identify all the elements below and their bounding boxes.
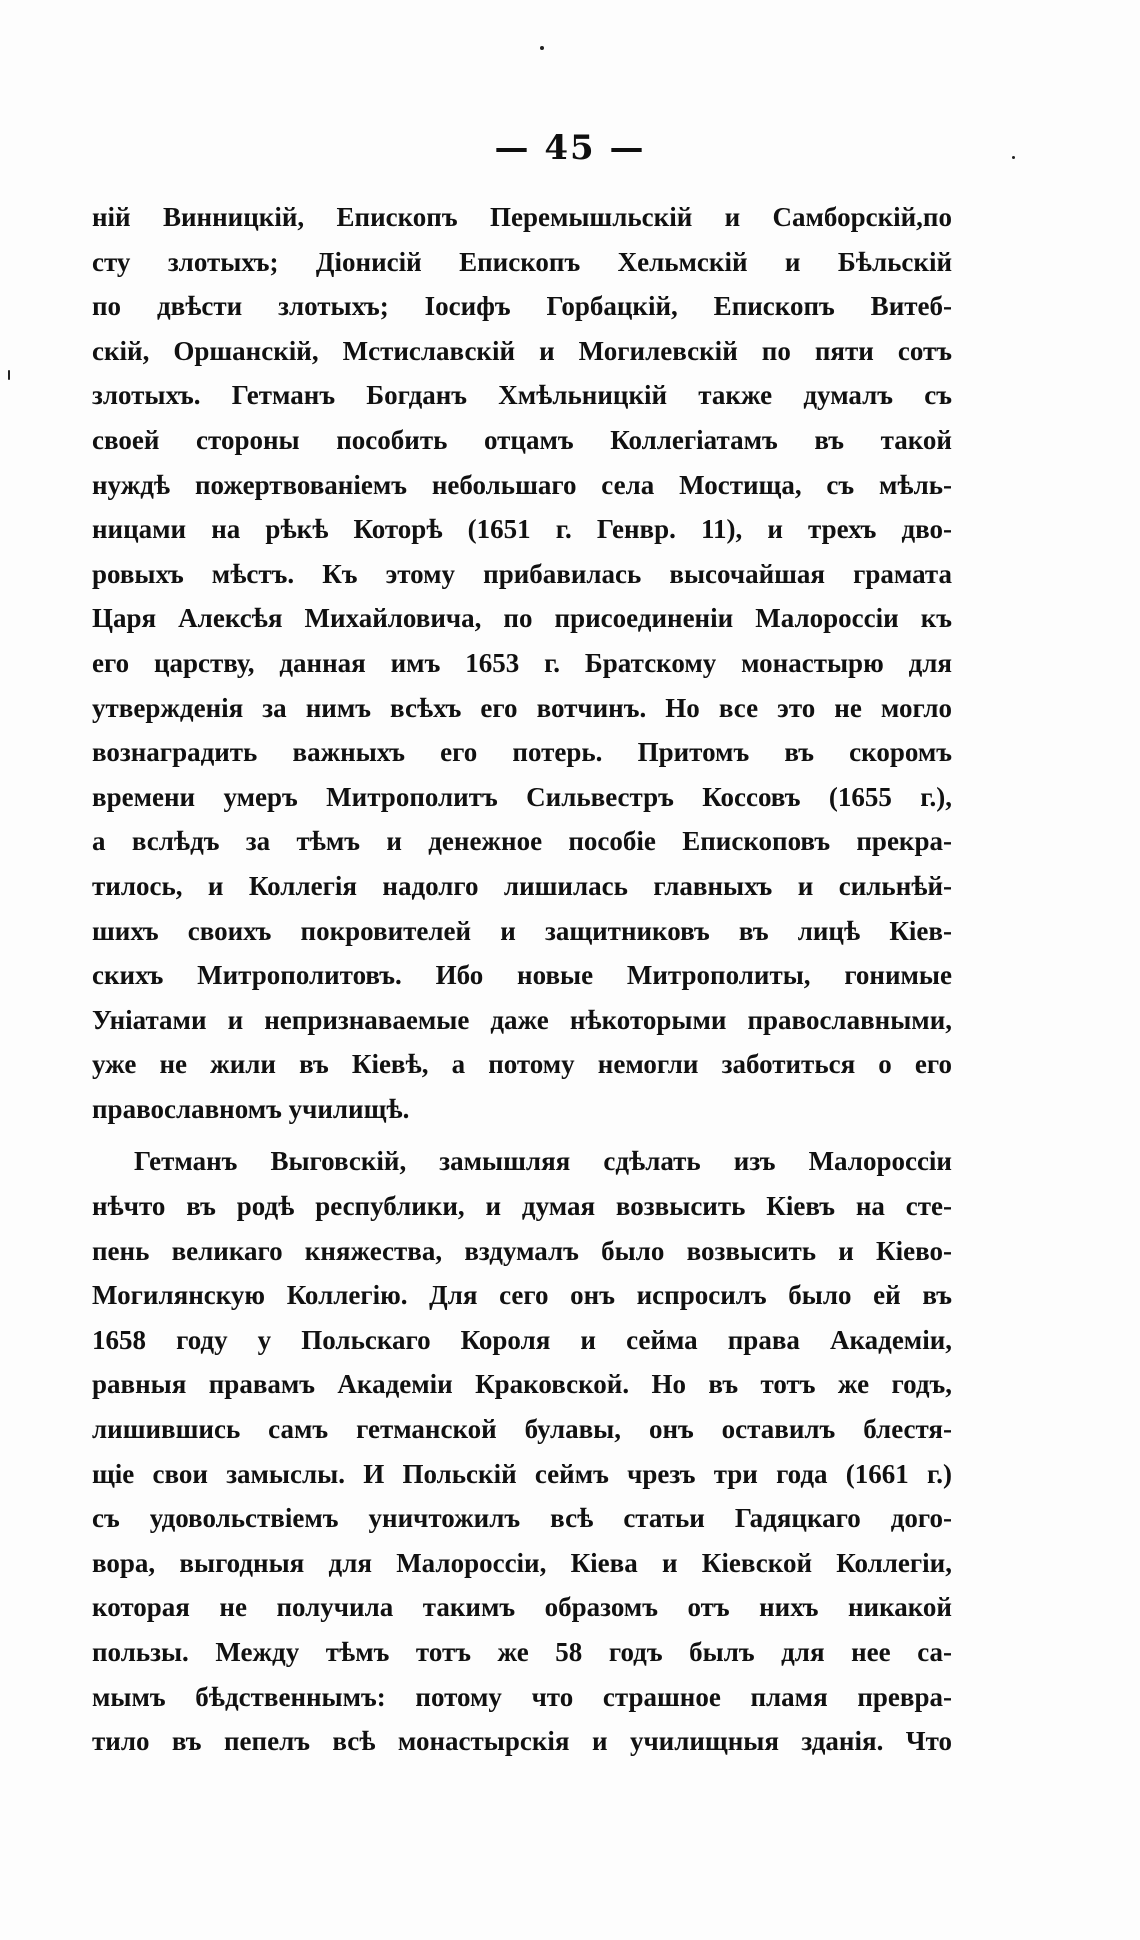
text-line: щіе свои замыслы. И Польскій сеймъ чрезъ три года (1661 г.) [92,1458,952,1489]
text-line: пень великаго княжества, вздумалъ было возвысить и Кіево- [92,1235,952,1266]
scan-speck [540,46,544,50]
text-line: утвержденія за нимъ всѣхъ его вотчинъ. Но все это не могло [92,692,952,723]
text-line: злотыхъ. Гетманъ Богданъ Хмѣльницкій также думалъ съ [92,380,952,411]
text-line: тилось, и Коллегія надолго лишилась главныхъ и сильнѣй- [92,870,952,901]
body-text [92,195,952,1764]
paragraph-1 [92,195,952,1131]
text-line: скихъ Митрополитовъ. Ибо новые Митрополиты, гонимые [92,960,952,991]
text-line: ній Винницкій, Епископъ Перемышльскій и Самборскій,по [92,202,952,232]
text-line: времени умеръ Митрополитъ Сильвестръ Коссовъ (1655 г.), [92,781,952,812]
text-line: Гетманъ Выговскій, замышляя сдѣлать изъ Малороссіи [134,1146,952,1177]
text-line: вора, выгодныя для Малороссіи, Кіева и Кіевской Коллегіи, [92,1547,952,1578]
page-number: — 45 — [494,128,646,168]
text-line: Царя Алексѣя Михайловича, по присоединеніи Малороссіи къ [92,603,952,634]
text-line: 1658 году у Польскаго Короля и сейма права Академіи, [92,1324,952,1355]
text-line: его царству, данная имъ 1653 г. Братскому монастырю для [92,647,952,678]
text-line: тило въ пепелъ всѣ монастырскія и училищныя зданія. Что [92,1726,952,1757]
text-line: съ удовольствіемъ уничтожилъ всѣ статьи Гадяцкаго дого- [92,1503,952,1534]
text-line: ницами на рѣкѣ Которѣ (1651 г. Генвр. 11), и трехъ дво- [92,514,952,545]
text-line: которая не получила такимъ образомъ отъ нихъ никакой [92,1592,952,1623]
text-line: равныя правамъ Академіи Краковской. Но въ тотъ же годъ, [92,1369,952,1400]
scan-speck [1012,156,1015,159]
text-line: православномъ училищѣ. [92,1093,410,1124]
text-line: шихъ своихъ покровителей и защитниковъ въ лицѣ Кіев- [92,915,952,946]
text-line: ровыхъ мѣстъ. Къ этому прибавилась высочайшая грамата [92,558,952,589]
text-line: вознаградить важныхъ его потерь. Притомъ въ скоромъ [92,737,952,768]
text-line: а вслѣдъ за тѣмъ и денежное пособіе Епископовъ прекра- [92,826,952,857]
text-line: скій, Оршанскій, Мстиславскій и Могилевскій по пяти сотъ [92,335,952,366]
text-line: пользы. Между тѣмъ тотъ же 58 годъ былъ для нее са- [92,1637,952,1667]
paragraph-2 [92,1139,952,1763]
text-line: сту злотыхъ; Діонисій Епископъ Хельмскій и Бѣльскій [92,246,952,277]
text-line: своей стороны пособить отцамъ Коллегіатамъ въ такой [92,424,952,455]
text-line: нуждѣ пожертвованіемъ небольшаго села Мостища, съ мѣль- [92,469,952,500]
text-line: Могилянскую Коллегію. Для сего онъ испросилъ было ей въ [92,1280,952,1311]
text-line: по двѣсти злотыхъ; Іосифъ Горбацкій, Епископъ Витеб- [92,291,952,322]
text-line: мымъ бѣдственнымъ: потому что страшное пламя превра- [92,1681,952,1712]
scan-speck [8,370,10,380]
text-line: лишившись самъ гетманской булавы, онъ оставилъ блестя- [92,1414,952,1445]
text-line: нѣчто въ родѣ республики, и думая возвысить Кіевъ на сте- [92,1191,952,1222]
paragraph-gap [92,1131,952,1139]
text-line: уже не жили въ Кіевѣ, а потому немогли заботиться о его [92,1049,952,1080]
text-line: Уніатами и непризнаваемые даже нѣкоторыми православными, [92,1004,952,1035]
